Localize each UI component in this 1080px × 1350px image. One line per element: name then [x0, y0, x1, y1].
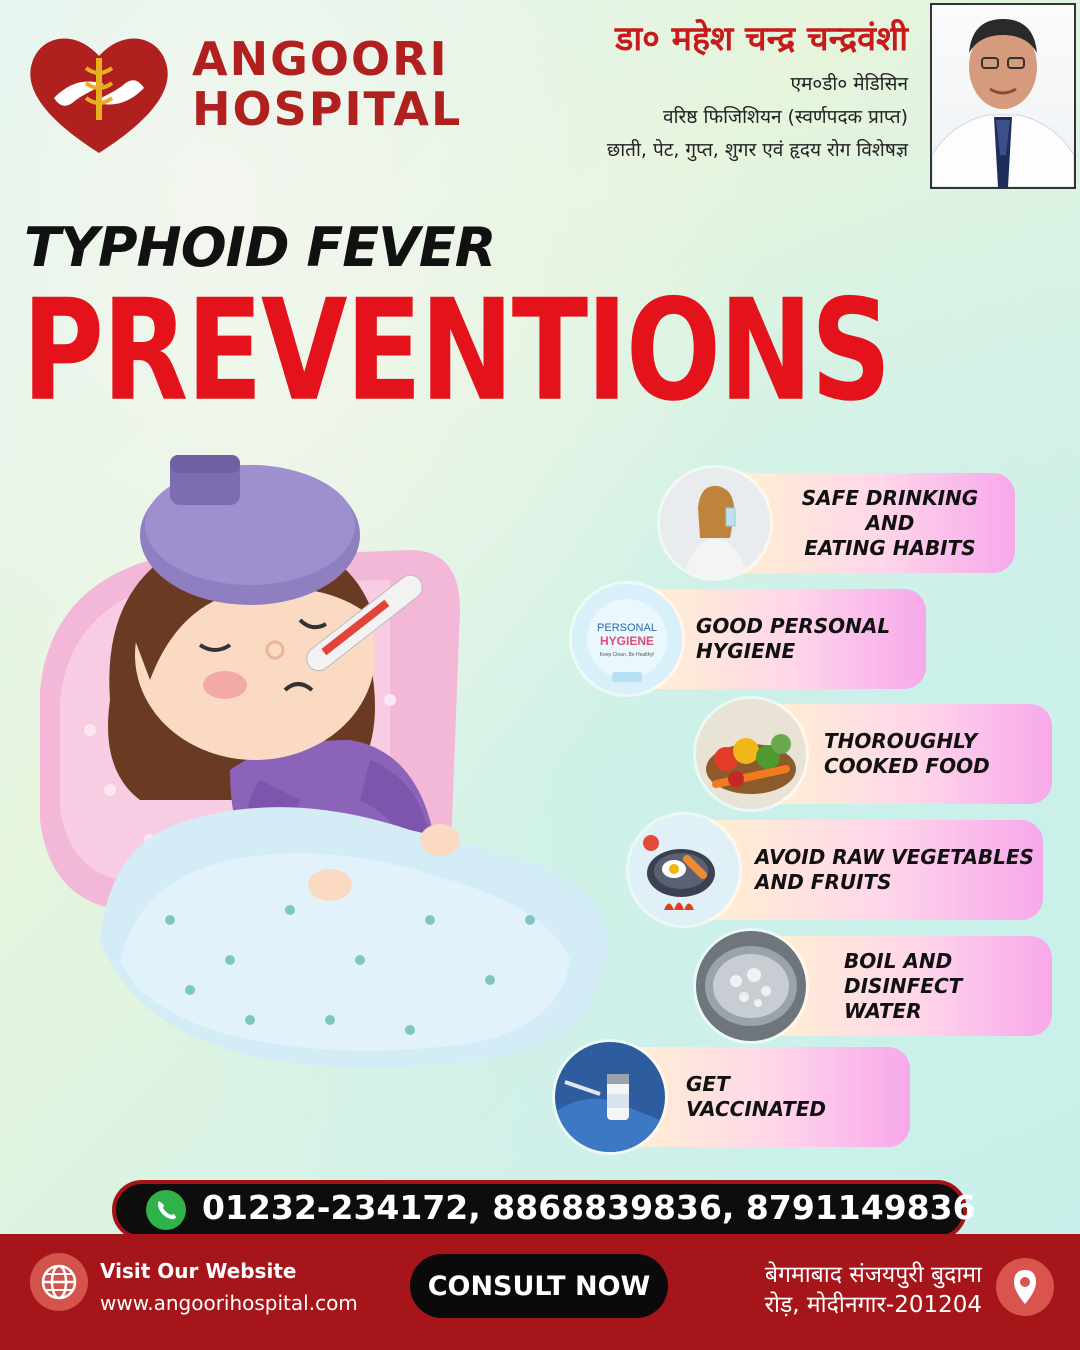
prevention-label: GOOD PERSONAL HYGIENE: [696, 614, 891, 663]
consult-now-button[interactable]: CONSULT NOW: [410, 1254, 668, 1318]
location-pin-icon: [996, 1258, 1054, 1316]
headline-disease: TYPHOID FEVER: [24, 216, 496, 279]
hospital-logo-icon: [24, 28, 174, 158]
hospital-name: [192, 34, 462, 134]
boiling-water-icon: [696, 931, 806, 1041]
prevention-item-boil-water: [752, 936, 1052, 1036]
woman-drinking-water-icon: [660, 468, 770, 578]
prevention-item-avoid-raw: [685, 820, 1043, 920]
prevention-item-vaccinated: [610, 1047, 910, 1147]
globe-icon: [30, 1253, 88, 1311]
brand-line-2: HOSPITAL: [192, 82, 463, 136]
doctor-name: डा० महेश चन्द्र चन्द्रवंशी: [615, 19, 908, 59]
sick-girl-illustration: [30, 440, 680, 1100]
headline-preventions: PREVENTIONS: [22, 270, 890, 433]
phone-numbers[interactable]: 01232-234172, 8868839836, 8791149836: [202, 1188, 976, 1227]
icon-text: PERSONAL: [597, 622, 657, 634]
prevention-item-personal-hygiene: [597, 589, 926, 689]
prevention-item-safe-drinking: [718, 473, 1015, 573]
whatsapp-icon: [146, 1190, 186, 1230]
prevention-label: GET VACCINATED: [686, 1072, 826, 1121]
phone-bar[interactable]: [112, 1180, 976, 1240]
prevention-label: SAFE DRINKING AND EATING HABITS: [801, 485, 979, 560]
prevention-item-cooked-food: [752, 704, 1052, 804]
doctor-specialty: छाती, पेट, गुप्त, शुगर एवं हृदय रोग विशेषज्ञ: [606, 139, 908, 161]
cooking-pan-icon: [629, 815, 739, 925]
doctor-photo: [930, 3, 1076, 189]
brand-line-1: ANGOORI: [192, 32, 449, 86]
icon-text: Keep Clean, Be Healthy!: [599, 652, 655, 658]
address: बेगमाबाद संजयपुरी बुदामा रोड़, मोदीनगार-201204: [764, 1262, 982, 1318]
vaccine-icon: [555, 1042, 665, 1152]
website-title: Visit Our Website: [100, 1259, 297, 1283]
prevention-label: BOIL AND DISINFECT WATER: [844, 948, 963, 1023]
personal-hygiene-icon: [572, 584, 682, 694]
icon-text: HYGIENE: [599, 634, 655, 648]
website-link[interactable]: www.angoorihospital.com: [100, 1291, 358, 1315]
prevention-label: THOROUGHLY COOKED FOOD: [824, 729, 990, 778]
footer: [0, 1234, 1080, 1350]
vegetables-basket-icon: [696, 699, 806, 809]
doctor-title: वरिष्ठ फिजिशियन (स्वर्णपदक प्राप्त): [663, 106, 908, 128]
doctor-degree: एम०डी० मेडिसिन: [790, 73, 908, 95]
prevention-label: AVOID RAW VEGETABLES AND FRUITS: [755, 845, 1034, 894]
